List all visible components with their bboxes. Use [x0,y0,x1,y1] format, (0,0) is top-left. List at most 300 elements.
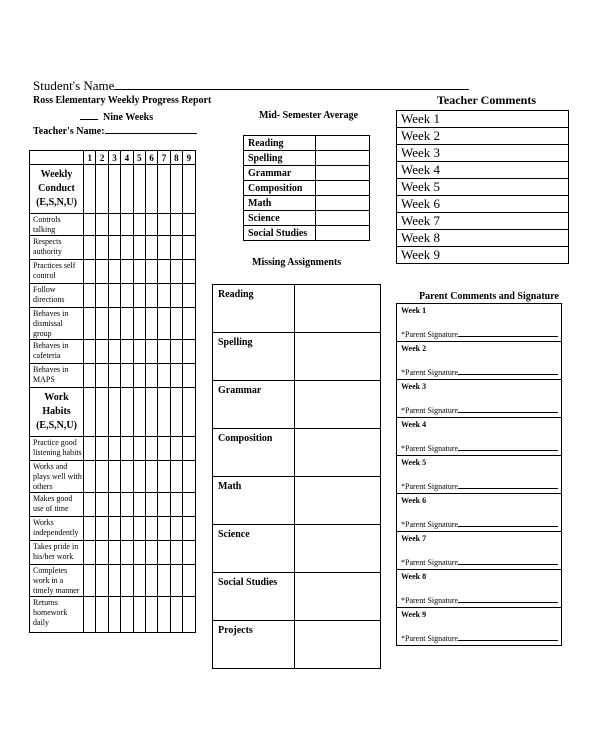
missing-assignments-table [212,284,381,669]
grade-cell[interactable] [183,541,195,565]
subject-label: Spelling [244,151,316,166]
nine-weeks-line [80,110,153,123]
grade-cell[interactable] [145,541,157,565]
subject-label: Composition [244,181,316,196]
grade-cell[interactable] [170,565,182,597]
week-number: 7 [158,151,170,165]
grade-cell[interactable] [158,461,170,493]
signature-label: *Parent Signature [401,330,459,339]
parent-signature [401,443,558,453]
subject-label: Social Studies [244,226,316,241]
grade-cell[interactable] [158,437,170,461]
section-title-line: Conduct [38,183,75,194]
grade-cell[interactable] [145,214,157,236]
parent-signature [401,519,558,529]
behavior-label: Follow directions [30,284,84,308]
grade-cell[interactable] [108,214,120,236]
teacher-week-cell[interactable]: Week 7 [397,213,569,230]
grade-cell[interactable] [145,517,157,541]
grid-item-row [30,461,196,493]
parent-comments-title: Parent Comments and Signature [419,291,559,302]
grade-cell[interactable] [96,517,108,541]
grade-cell[interactable] [121,308,133,340]
grade-cell[interactable] [170,541,182,565]
missing-cell[interactable] [295,573,381,621]
grade-cell[interactable] [133,437,145,461]
parent-week-row [397,304,562,342]
parent-signature [401,329,558,339]
grade-cell[interactable] [183,437,195,461]
week-label: Week 4 [401,420,427,429]
grade-cell[interactable] [183,165,195,214]
grade-cell[interactable] [133,517,145,541]
signature-label: *Parent Signature [401,596,459,605]
subject-label: Grammar [244,166,316,181]
teacher-week-row [397,162,569,179]
missing-cell[interactable] [295,621,381,669]
grade-cell[interactable] [108,565,120,597]
grid-section-row [30,388,196,437]
teacher-week-cell[interactable]: Week 3 [397,145,569,162]
grid-item-row [30,340,196,364]
grid-item-row [30,597,196,633]
grade-cell[interactable] [145,597,157,633]
subject-label: Reading [213,285,295,333]
average-cell[interactable] [316,181,370,196]
grid-item-row [30,493,196,517]
grade-cell[interactable] [183,284,195,308]
teacher-week-cell[interactable]: Week 8 [397,230,569,247]
nine-weeks-label: Nine Weeks [103,112,154,123]
grade-cell[interactable] [84,364,96,388]
grade-cell[interactable] [183,493,195,517]
grade-cell[interactable] [170,308,182,340]
grade-cell[interactable] [170,437,182,461]
behavior-label: Respects authority [30,236,84,260]
grade-cell[interactable] [108,284,120,308]
teacher-week-row [397,230,569,247]
behavior-label: Behaves in dismissal group [30,308,84,340]
parent-week-cell[interactable] [397,342,562,380]
grade-cell[interactable] [108,437,120,461]
grade-cell[interactable] [121,165,133,214]
grid-item-row [30,308,196,340]
average-cell[interactable] [316,226,370,241]
grade-cell[interactable] [84,493,96,517]
grade-cell[interactable] [84,541,96,565]
grade-cell[interactable] [183,461,195,493]
signature-line[interactable] [458,405,558,413]
grade-cell[interactable] [145,340,157,364]
grid-item-row [30,364,196,388]
grade-cell[interactable] [183,388,195,437]
grade-cell[interactable] [170,597,182,633]
grade-cell[interactable] [158,388,170,437]
grade-cell[interactable] [170,364,182,388]
parent-week-cell[interactable] [397,570,562,608]
teacher-week-cell[interactable]: Week 2 [397,128,569,145]
conduct-grid [29,150,196,633]
grade-cell[interactable] [121,260,133,284]
nine-weeks-field[interactable] [80,110,98,120]
subject-label: Math [244,196,316,211]
subject-label: Spelling [213,333,295,381]
grade-cell[interactable] [170,165,182,214]
grade-cell[interactable] [121,597,133,633]
parent-week-cell[interactable] [397,380,562,418]
signature-line[interactable] [458,633,558,641]
average-row [244,226,370,241]
week-label: Week 6 [401,496,427,505]
grade-cell[interactable] [183,517,195,541]
teacher-week-row [397,196,569,213]
average-cell[interactable] [316,166,370,181]
grade-cell[interactable] [133,493,145,517]
grade-cell[interactable] [183,308,195,340]
behavior-label: Practices self control [30,260,84,284]
grade-cell[interactable] [96,597,108,633]
parent-week-cell[interactable] [397,418,562,456]
grade-cell[interactable] [133,308,145,340]
grade-cell[interactable] [108,541,120,565]
grade-cell[interactable] [145,437,157,461]
grade-cell[interactable] [108,493,120,517]
grade-cell[interactable] [108,236,120,260]
grade-cell[interactable] [183,597,195,633]
subject-label: Science [244,211,316,226]
missing-cell[interactable] [295,429,381,477]
grade-cell[interactable] [145,236,157,260]
grade-cell[interactable] [145,260,157,284]
grade-cell[interactable] [84,340,96,364]
behavior-label: Practice good listening habits [30,437,84,461]
grade-cell[interactable] [145,493,157,517]
week-label: Week 9 [401,610,427,619]
grade-cell[interactable] [133,597,145,633]
average-row [244,181,370,196]
grade-cell[interactable] [133,236,145,260]
grade-cell[interactable] [158,493,170,517]
week-number: 6 [145,151,157,165]
signature-line[interactable] [458,481,558,489]
missing-row [213,525,381,573]
grade-cell[interactable] [96,214,108,236]
grade-cell[interactable] [121,461,133,493]
grade-cell[interactable] [133,461,145,493]
grade-cell[interactable] [158,260,170,284]
grid-section-row [30,165,196,214]
report-title: Ross Elementary Weekly Progress Report [33,95,212,106]
grade-cell[interactable] [133,214,145,236]
grade-cell[interactable] [145,364,157,388]
mid-semester-title: Mid- Semester Average [259,110,359,121]
missing-cell[interactable] [295,525,381,573]
grade-cell[interactable] [170,236,182,260]
grade-cell[interactable] [170,284,182,308]
week-label: Week 1 [401,306,427,315]
parent-signature [401,595,558,605]
section-title-line: (E,S,N,U) [36,197,77,208]
grade-cell[interactable] [158,541,170,565]
grade-cell[interactable] [170,260,182,284]
signature-label: *Parent Signature [401,482,459,491]
parent-signature [401,481,558,491]
signature-line[interactable] [458,367,558,375]
grade-cell[interactable] [108,340,120,364]
signature-label: *Parent Signature [401,558,459,567]
grade-cell[interactable] [121,236,133,260]
parent-week-row [397,570,562,608]
grade-cell[interactable] [121,214,133,236]
grade-cell[interactable] [84,165,96,214]
teacher-week-row [397,213,569,230]
student-name-line [33,78,469,94]
missing-cell[interactable] [295,477,381,525]
average-row [244,136,370,151]
grade-cell[interactable] [145,284,157,308]
teacher-week-row [397,145,569,162]
grade-cell[interactable] [96,565,108,597]
grade-cell[interactable] [183,340,195,364]
grade-cell[interactable] [108,461,120,493]
grid-item-row [30,260,196,284]
teacher-week-row [397,111,569,128]
grade-cell[interactable] [133,260,145,284]
average-cell[interactable] [316,211,370,226]
grade-cell[interactable] [158,308,170,340]
parent-signature [401,405,558,415]
grade-cell[interactable] [183,364,195,388]
grid-item-row [30,565,196,597]
grid-section-title [30,165,84,214]
grade-cell[interactable] [84,517,96,541]
week-number: 5 [133,151,145,165]
teacher-name-label: Teacher's Name: [33,126,105,137]
grade-cell[interactable] [158,214,170,236]
signature-line[interactable] [458,519,558,527]
grade-cell[interactable] [183,236,195,260]
parent-signature [401,557,558,567]
grade-cell[interactable] [84,597,96,633]
behavior-label: Works independently [30,517,84,541]
grade-cell[interactable] [121,340,133,364]
grade-cell[interactable] [133,340,145,364]
parent-week-cell[interactable] [397,532,562,570]
grade-cell[interactable] [121,284,133,308]
grid-header-row [30,151,196,165]
week-number: 4 [121,151,133,165]
grade-cell[interactable] [170,214,182,236]
grade-cell[interactable] [96,340,108,364]
behavior-label: Takes pride in his/her work [30,541,84,565]
grade-cell[interactable] [121,541,133,565]
grade-cell[interactable] [121,388,133,437]
grade-cell[interactable] [121,565,133,597]
grade-cell[interactable] [108,165,120,214]
week-number: 8 [170,151,182,165]
grade-cell[interactable] [108,388,120,437]
grade-cell[interactable] [170,493,182,517]
week-label: Week 2 [401,344,427,353]
missing-cell[interactable] [295,381,381,429]
grade-cell[interactable] [145,388,157,437]
grid-item-row [30,517,196,541]
signature-line[interactable] [458,329,558,337]
grade-cell[interactable] [158,165,170,214]
parent-week-row [397,342,562,380]
grade-cell[interactable] [108,364,120,388]
parent-signature [401,367,558,377]
signature-label: *Parent Signature [401,368,459,377]
grade-cell[interactable] [108,597,120,633]
behavior-label: Completes work in a timely manner [30,565,84,597]
signature-label: *Parent Signature [401,520,459,529]
teacher-week-row [397,179,569,196]
grade-cell[interactable] [121,364,133,388]
average-row [244,211,370,226]
grade-cell[interactable] [158,340,170,364]
grade-cell[interactable] [158,565,170,597]
grade-cell[interactable] [121,493,133,517]
grade-cell[interactable] [84,214,96,236]
teacher-name-field[interactable] [105,124,197,134]
grade-cell[interactable] [158,597,170,633]
behavior-label: Makes good use of time [30,493,84,517]
grade-cell[interactable] [121,437,133,461]
missing-cell[interactable] [295,333,381,381]
student-name-label: Student's Name [33,78,115,93]
grade-cell[interactable] [84,260,96,284]
signature-label: *Parent Signature [401,444,459,453]
parent-week-cell[interactable] [397,608,562,646]
behavior-label: Controls talking [30,214,84,236]
grid-item-row [30,284,196,308]
subject-label: Grammar [213,381,295,429]
grid-section-title [30,388,84,437]
grade-cell[interactable] [96,364,108,388]
teacher-week-cell[interactable]: Week 1 [397,111,569,128]
average-row [244,166,370,181]
teacher-week-cell[interactable]: Week 9 [397,247,569,264]
grade-cell[interactable] [96,236,108,260]
grade-cell[interactable] [96,461,108,493]
grade-cell[interactable] [183,214,195,236]
signature-line[interactable] [458,595,558,603]
parent-signature [401,633,558,643]
parent-week-cell[interactable] [397,304,562,342]
grade-cell[interactable] [121,517,133,541]
grid-item-row [30,236,196,260]
parent-comments-table [396,303,562,646]
grade-cell[interactable] [96,308,108,340]
behavior-label: Works and plays well with others [30,461,84,493]
grade-cell[interactable] [84,284,96,308]
average-row [244,151,370,166]
grade-cell[interactable] [108,260,120,284]
teacher-week-row [397,128,569,145]
grade-cell[interactable] [145,461,157,493]
grade-cell[interactable] [84,236,96,260]
signature-label: *Parent Signature [401,634,459,643]
behavior-label: Behaves in MAPS [30,364,84,388]
grade-cell[interactable] [145,165,157,214]
grade-cell[interactable] [84,308,96,340]
student-name-field[interactable] [114,78,469,90]
grade-cell[interactable] [170,461,182,493]
grade-cell[interactable] [158,517,170,541]
parent-week-row [397,608,562,646]
grade-cell[interactable] [133,565,145,597]
grade-cell[interactable] [145,565,157,597]
grade-cell[interactable] [170,388,182,437]
grade-cell[interactable] [96,260,108,284]
grade-cell[interactable] [170,340,182,364]
grade-cell[interactable] [108,517,120,541]
grid-item-row [30,437,196,461]
grade-cell[interactable] [84,461,96,493]
missing-row [213,477,381,525]
grade-cell[interactable] [183,260,195,284]
behavior-label: Returns homework daily [30,597,84,633]
missing-cell[interactable] [295,285,381,333]
subject-label: Social Studies [213,573,295,621]
grade-cell[interactable] [170,517,182,541]
grade-cell[interactable] [158,364,170,388]
grade-cell[interactable] [133,284,145,308]
grade-cell[interactable] [96,437,108,461]
section-title-line: Work [44,392,69,403]
missing-row [213,333,381,381]
week-label: Week 5 [401,458,427,467]
grade-cell[interactable] [158,284,170,308]
grade-cell[interactable] [133,388,145,437]
grade-cell[interactable] [84,437,96,461]
teacher-week-cell[interactable]: Week 4 [397,162,569,179]
subject-label: Projects [213,621,295,669]
teacher-week-cell[interactable]: Week 6 [397,196,569,213]
parent-week-cell[interactable] [397,494,562,532]
grade-cell[interactable] [145,308,157,340]
average-row [244,196,370,211]
grade-cell[interactable] [183,565,195,597]
grade-cell[interactable] [158,236,170,260]
signature-line[interactable] [458,443,558,451]
average-cell[interactable] [316,136,370,151]
grade-cell[interactable] [96,493,108,517]
signature-line[interactable] [458,557,558,565]
grade-cell[interactable] [96,388,108,437]
grade-cell[interactable] [133,364,145,388]
grade-cell[interactable] [96,165,108,214]
missing-row [213,285,381,333]
average-cell[interactable] [316,151,370,166]
grade-cell[interactable] [133,165,145,214]
grid-item-row [30,214,196,236]
parent-week-row [397,418,562,456]
grade-cell[interactable] [84,565,96,597]
grade-cell[interactable] [84,388,96,437]
parent-week-row [397,532,562,570]
parent-week-cell[interactable] [397,456,562,494]
average-cell[interactable] [316,196,370,211]
grade-cell[interactable] [108,308,120,340]
grade-cell[interactable] [133,541,145,565]
grade-cell[interactable] [96,284,108,308]
teacher-week-cell[interactable]: Week 5 [397,179,569,196]
week-number: 2 [96,151,108,165]
grade-cell[interactable] [96,541,108,565]
teacher-comments-title: Teacher Comments [437,93,536,107]
